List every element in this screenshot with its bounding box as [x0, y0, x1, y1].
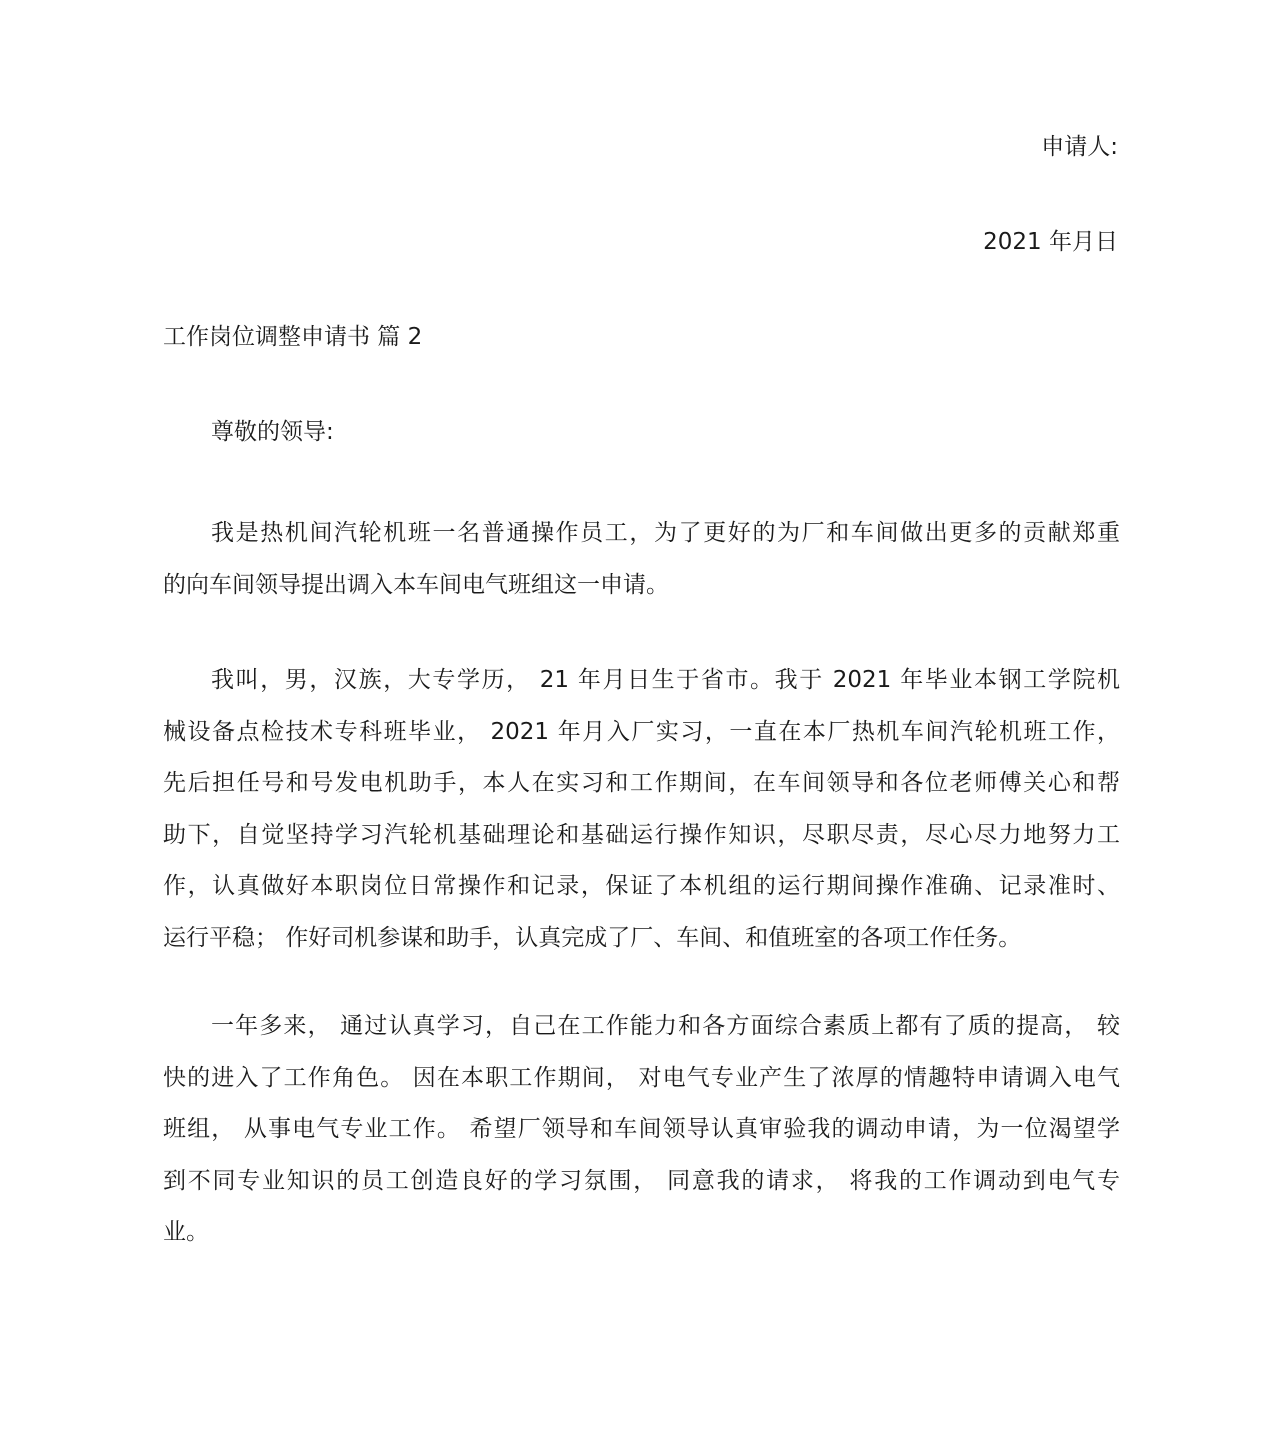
paragraph-line: 班组， 从事电气专业工作。 希望厂领导和车间领导认真审验我的调动申请，为一位渴望学 — [163, 1116, 1120, 1142]
paragraph-line: 运行平稳； 作好司机参谋和助手，认真完成了厂、车间、和值班室的各项工作任务。 — [163, 924, 1022, 951]
paragraph-line: 业。 — [163, 1219, 209, 1245]
paragraph-3 — [163, 1001, 1120, 1259]
paragraph-line: 的向车间领导提出调入本车间电气班组这一申请。 — [163, 571, 669, 598]
salutation: 尊敬的领导: — [211, 419, 334, 445]
application-date: 2021 年月日 — [983, 229, 1118, 255]
paragraph-line: 快的进入了工作角色。 因在本职工作期间， 对电气专业产生了浓厚的情趣特申请调入电气 — [163, 1064, 1120, 1091]
paragraph-line: 我叫，男，汉族，大专学历， 21 年月日生于省市。我于 2021 年毕业本钢工学院机 — [211, 667, 1120, 693]
paragraph-line: 一年多来， 通过认真学习，自己在工作能力和各方面综合素质上都有了质的提高， 较 — [211, 1013, 1120, 1039]
applicant-label: 申请人: — [1041, 134, 1118, 160]
paragraph-line: 我是热机间汽轮机班一名普通操作员工，为了更好的为厂和车间做出更多的贡献郑重 — [211, 520, 1120, 546]
paragraph-1 — [163, 508, 1120, 611]
paragraph-line: 到不同专业知识的员工创造良好的学习氛围， 同意我的请求， 将我的工作调动到电气专 — [163, 1167, 1120, 1194]
paragraph-line: 先后担任号和号发电机助手，本人在实习和工作期间，在车间领导和各位老师傅关心和帮 — [163, 770, 1120, 796]
paragraph-line: 作，认真做好本职岗位日常操作和记录，保证了本机组的运行期间操作准确、记录准时、 — [163, 873, 1120, 899]
paragraph-line: 械设备点检技术专科班毕业， 2021 年月入厂实习，一直在本厂热机车间汽轮机班工作， — [163, 718, 1120, 745]
paragraph-line: 助下，自觉坚持学习汽轮机基础理论和基础运行操作知识，尽职尽责，尽心尽力地努力工 — [163, 821, 1120, 848]
paragraph-2 — [163, 655, 1120, 964]
section-heading: 工作岗位调整申请书 篇 2 — [163, 324, 423, 350]
